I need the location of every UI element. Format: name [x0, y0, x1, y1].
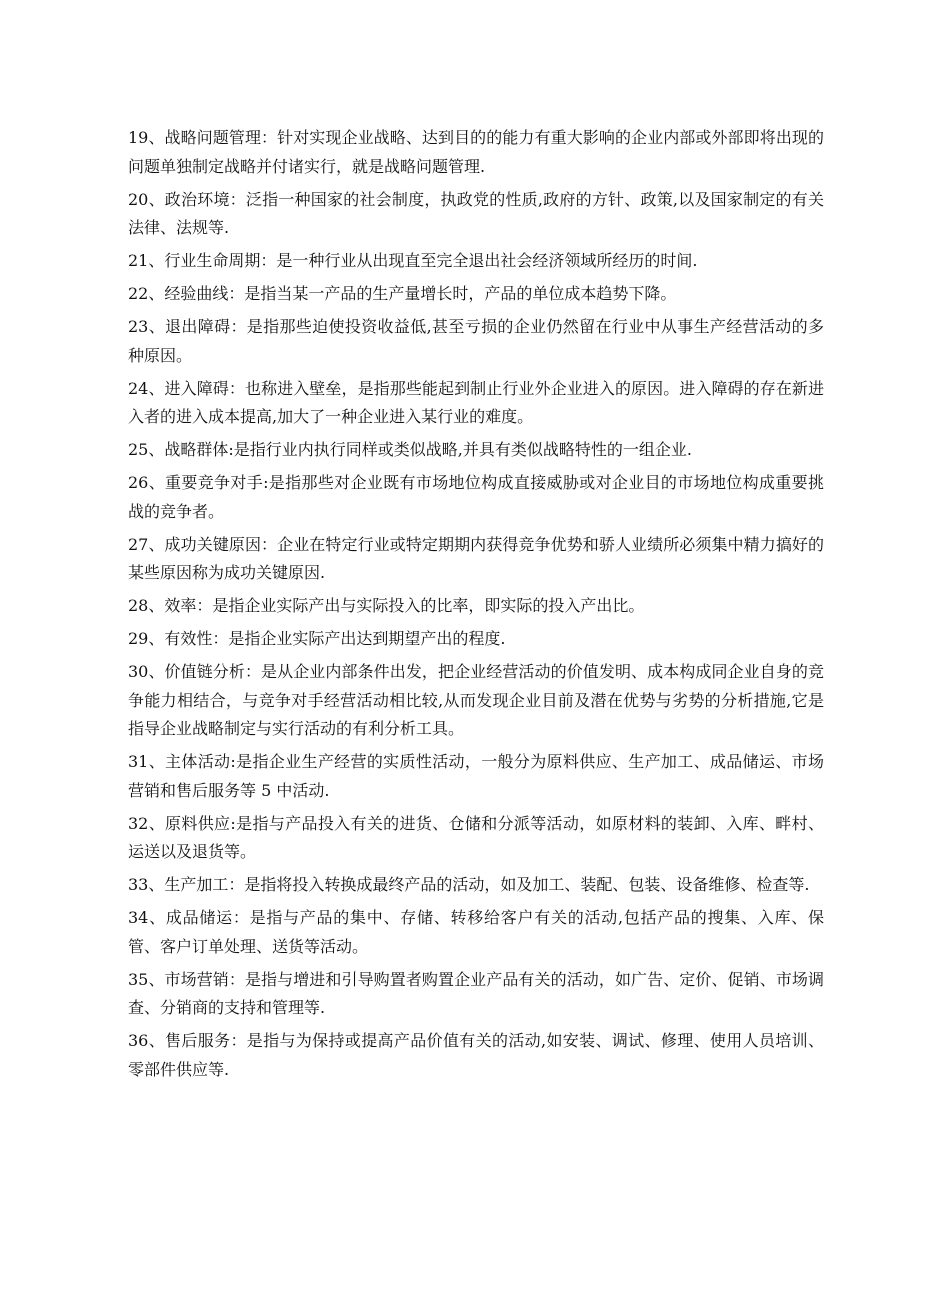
term-entry-28: 28、效率：是指企业实际产出与实际投入的比率，即实际的投入产出比。	[128, 596, 645, 615]
term-entry-36: 36、售后服务：是指与为保持或提高产品价值有关的活动,如安装、调试、修理、使用人员培训、零部件供应等.	[128, 1031, 824, 1079]
term-entry-21: 21、行业生命周期：是一种行业从出现直至完全退出社会经济领域所经历的时间.	[128, 251, 698, 270]
term-entry-27: 27、成功关键原因：企业在特定行业或特定期期内获得竞争优势和骄人业绩所必须集中精力搞好的某些原因称为成功关键原因.	[128, 534, 824, 582]
term-entry-19: 19、战略问题管理：针对实现企业战略、达到目的的能力有重大影响的企业内部或外部即将出现的问题单独制定战略并付诸实行，就是战略问题管理.	[128, 128, 824, 176]
term-entry-26: 26、重要竞争对手:是指那些对企业既有市场地位构成直接威胁或对企业目的市场地位构成重要挑战的竞争者。	[128, 473, 824, 521]
document-body	[128, 124, 824, 1089]
term-entry-34: 34、成品储运：是指与产品的集中、存储、转移给客户有关的活动,包括产品的搜集、入库、保管、客户订单处理、送货等活动。	[128, 908, 824, 956]
term-entry-20: 20、政治环境：泛指一种国家的社会制度，执政党的性质,政府的方针、政策,以及国家制定的有关法律、法规等.	[128, 189, 824, 237]
term-entry-23: 23、退出障碍：是指那些迫使投资收益低,甚至亏损的企业仍然留在行业中从事生产经营活动的多种原因。	[128, 317, 824, 365]
term-entry-30: 30、价值链分析：是从企业内部条件出发，把企业经营活动的价值发明、成本构成同企业自身的竞争能力相结合，与竞争对手经营活动相比较,从而发现企业目前及潜在优势与劣势的分析措施,它是指导企业战略制定与实行活动的有利分析工具。	[128, 662, 824, 738]
term-entry-22: 22、经验曲线：是指当某一产品的生产量增长时，产品的单位成本趋势下降。	[128, 284, 677, 303]
term-entry-33: 33、生产加工：是指将投入转换成最终产品的活动，如及加工、装配、包装、设备维修、检查等.	[128, 875, 810, 894]
term-entry-24: 24、进入障碍：也称进入壁垒，是指那些能起到制止行业外企业进入的原因。进入障碍的存在新进入者的进入成本提高,加大了一种企业进入某行业的难度。	[128, 378, 824, 426]
term-entry-29: 29、有效性：是指企业实际产出达到期望产出的程度.	[128, 629, 506, 648]
term-entry-25: 25、战略群体:是指行业内执行同样或类似战略,并具有类似战略特性的一组企业.	[128, 440, 692, 459]
term-entry-35: 35、市场营销：是指与增进和引导购置者购置企业产品有关的活动，如广告、定价、促销、市场调查、分销商的支持和管理等.	[128, 969, 824, 1017]
term-entry-32: 32、原料供应:是指与产品投入有关的进货、仓储和分派等活动，如原材料的装卸、入库、畔村、运送以及退货等。	[128, 813, 824, 861]
term-entry-31: 31、主体活动:是指企业生产经营的实质性活动，一般分为原料供应、生产加工、成品储运、市场营销和售后服务等 5 中活动.	[128, 752, 824, 800]
